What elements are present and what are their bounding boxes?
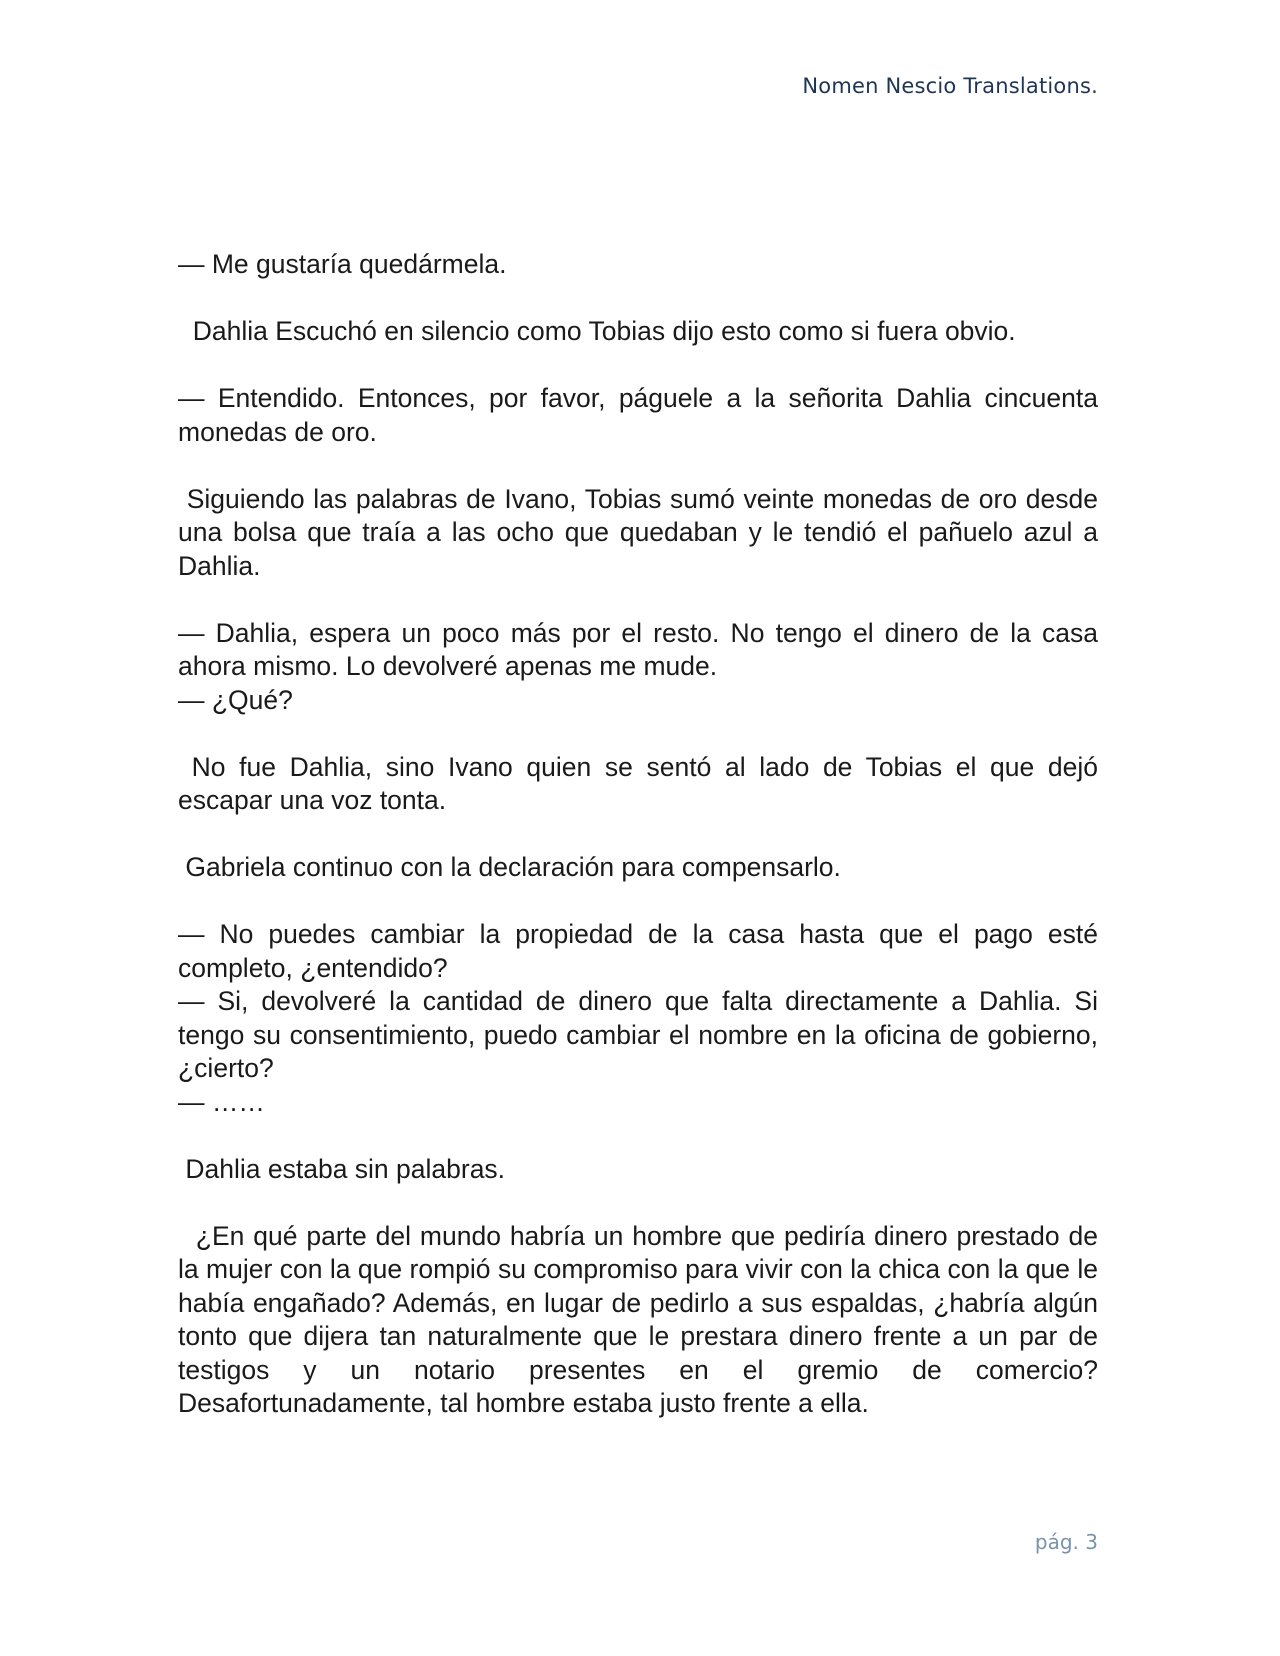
paragraph: — Entendido. Entonces, por favor, páguele a la señorita Dahlia cincuenta monedas de oro.	[178, 383, 1106, 447]
paragraph: Dahlia Escuchó en silencio como Tobias dijo esto como si fuera obvio.	[178, 316, 1016, 346]
paragraph: — ……	[178, 1086, 265, 1117]
paragraph: Gabriela continuo con la declaración para compensarlo.	[178, 852, 841, 882]
paragraph: ¿En qué parte del mundo habría un hombre que pediría dinero prestado de la mujer con la que rompió su compromiso para vivir con la chica con la que le había engañado? Además, en lugar de pedirlo a sus espaldas, ¿habría algún tonto que dijera tan naturalmente que le prestara dinero frente a un par de testigos y un notario presentes en el gremio de comercio? Desafortunadamente, tal hombre estaba justo frente a ella.	[178, 1220, 1106, 1418]
paragraph: Dahlia estaba sin palabras.	[178, 1153, 506, 1184]
paragraph: — Si, devolveré la cantidad de dinero que falta directamente a Dahlia. Si tengo su consentimiento, puedo cambiar el nombre en la oficina de gobierno, ¿cierto?	[178, 986, 1106, 1083]
document-body	[178, 248, 1106, 1421]
paragraph: — No puedes cambiar la propiedad de la casa hasta que el pago esté completo, ¿entendido?	[178, 919, 1106, 983]
paragraph: — Dahlia, espera un poco más por el resto. No tengo el dinero de la casa ahora mismo. Lo devolveré apenas me mude.	[178, 617, 1106, 681]
page-number: pág. 3	[1034, 1530, 1098, 1554]
page-header: Nomen Nescio Translations.	[802, 74, 1098, 98]
paragraph: Siguiendo las palabras de Ivano, Tobias sumó veinte monedas de oro desde una bolsa que traía a las ocho que quedaban y le tendió el pañuelo azul a Dahlia.	[178, 483, 1106, 581]
paragraph: — ¿Qué?	[178, 684, 293, 715]
paragraph: No fue Dahlia, sino Ivano quien se sentó al lado de Tobias el que dejó escapar una voz tonta.	[178, 751, 1106, 815]
paragraph: — Me gustaría quedármela.	[178, 249, 507, 279]
